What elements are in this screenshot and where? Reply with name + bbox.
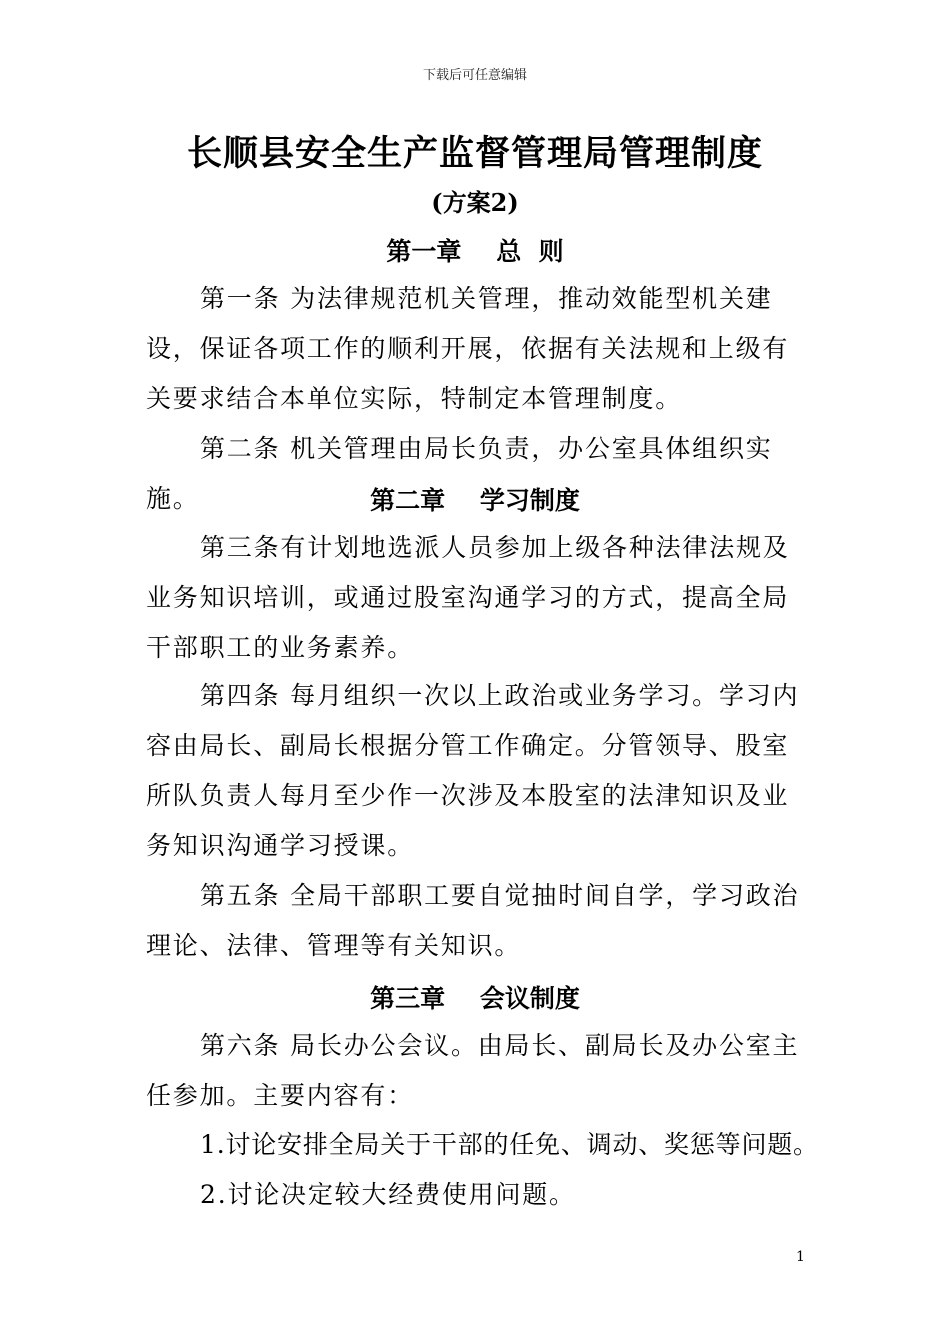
article-3: 第三条有计划地选派人员参加上级各种法律法规及业务知识培训，或通过股室沟通学习的方式，提高全局干部职工的业务素养。: [146, 533, 790, 662]
article-6: 第六条 局长办公会议。由局长、副局长及办公室主任参加。主要内容有：: [146, 1031, 800, 1110]
chapter-heading-1: 第一章 总 则: [386, 237, 564, 266]
article-2: 第二条 机关管理由局长负责，办公室具体组织实施。: [146, 434, 773, 513]
document-subtitle: (方案2): [431, 188, 519, 217]
article-5: 第五条 全局干部职工要自觉抽时间自学，学习政治理论、法律、管理等有关知识。: [146, 881, 800, 960]
list-item-1: 1.讨论安排全局关于干部的任免、调动、奖惩等问题。: [200, 1130, 819, 1159]
list-item-2: 2.讨论决定较大经费使用问题。: [200, 1180, 576, 1209]
article-4: 第四条 每月组织一次以上政治或业务学习。学习内容由局长、副局长根据分管工作确定。分管领导、股室所队负责人每月至少作一次涉及本股室的法津知识及业务知识沟通学习授课。: [146, 681, 800, 860]
page-number: 1: [796, 1249, 805, 1265]
chapter-heading-2: 第二章 学习制度: [370, 486, 580, 515]
chapter-heading-3: 第三章 会议制度: [370, 984, 580, 1013]
document-title: 长顺县安全生产监督管理局管理制度: [186, 133, 763, 174]
article-1: 第一条 为法律规范机关管理，推动效能型机关建设，保证各项工作的顺利开展，依据有关法规和上级有关要求结合本单位实际，特制定本管理制度。: [146, 284, 790, 413]
header-note: 下载后可任意编辑: [422, 68, 527, 83]
